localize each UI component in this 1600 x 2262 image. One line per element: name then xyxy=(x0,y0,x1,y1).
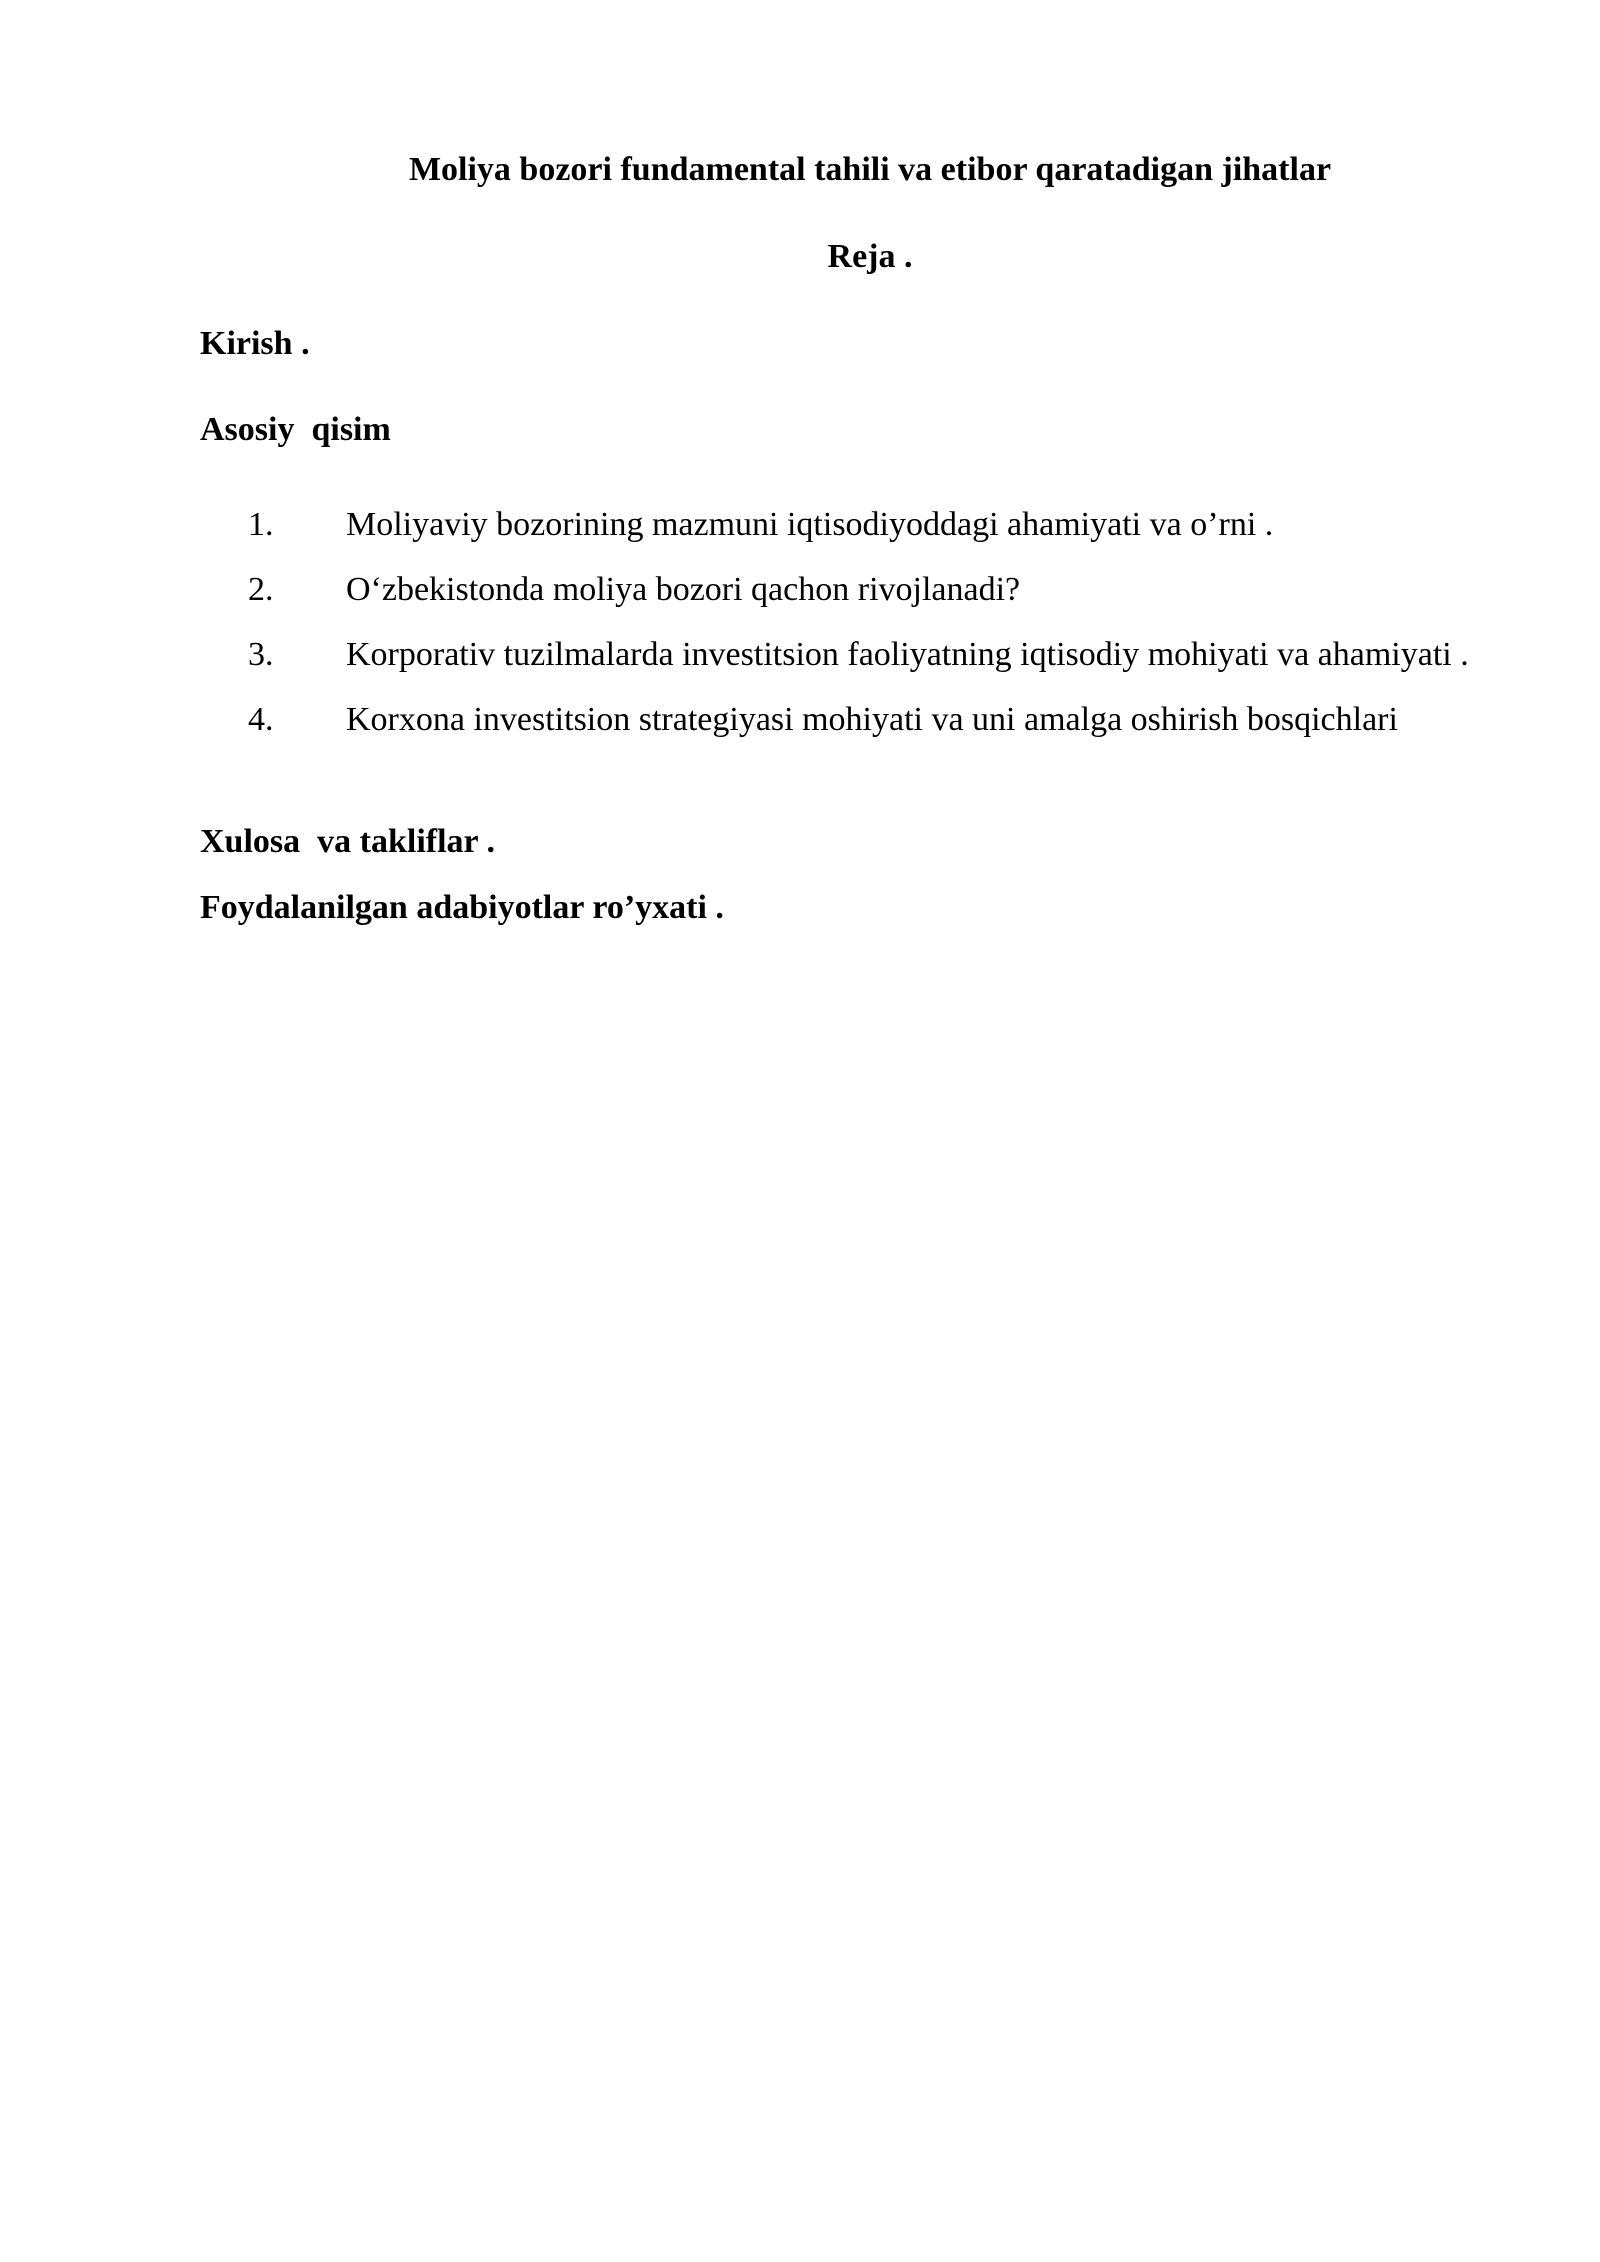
list-item-number: 1. xyxy=(248,506,274,543)
list-item-text: Korxona investitsion strategiyasi mohiyati va uni amalga oshirish bosqichlari xyxy=(346,701,1398,738)
conclusion-heading: Xulosa va takliflar . xyxy=(200,823,496,860)
list-item-number: 4. xyxy=(248,701,274,738)
main-part-heading: Asosiy qisim xyxy=(200,411,391,448)
list-item xyxy=(200,687,1542,752)
document-title: Moliya bozori fundamental tahili va etibor qaratadigan jihatlar xyxy=(408,151,1332,188)
list-item-number: 3. xyxy=(248,636,274,673)
list-item xyxy=(200,557,1542,622)
plan-list xyxy=(200,492,1542,752)
plan-heading: Reja . xyxy=(827,238,913,275)
list-item-text: O‘zbekistonda moliya bozori qachon rivojlanadi? xyxy=(346,571,1021,608)
list-item xyxy=(200,492,1542,557)
references-heading: Foydalanilgan adabiyotlar ro’yxati . xyxy=(200,889,724,926)
intro-heading: Kirish . xyxy=(200,325,310,362)
list-item-text: Moliyaviy bozorining mazmuni iqtisodiyoddagi ahamiyati va o’rni . xyxy=(346,506,1274,543)
list-item-text: Korporativ tuzilmalarda investitsion faoliyatning iqtisodiy mohiyati va ahamiyati . xyxy=(346,636,1469,673)
list-item xyxy=(200,622,1542,687)
list-item-number: 2. xyxy=(248,571,274,608)
